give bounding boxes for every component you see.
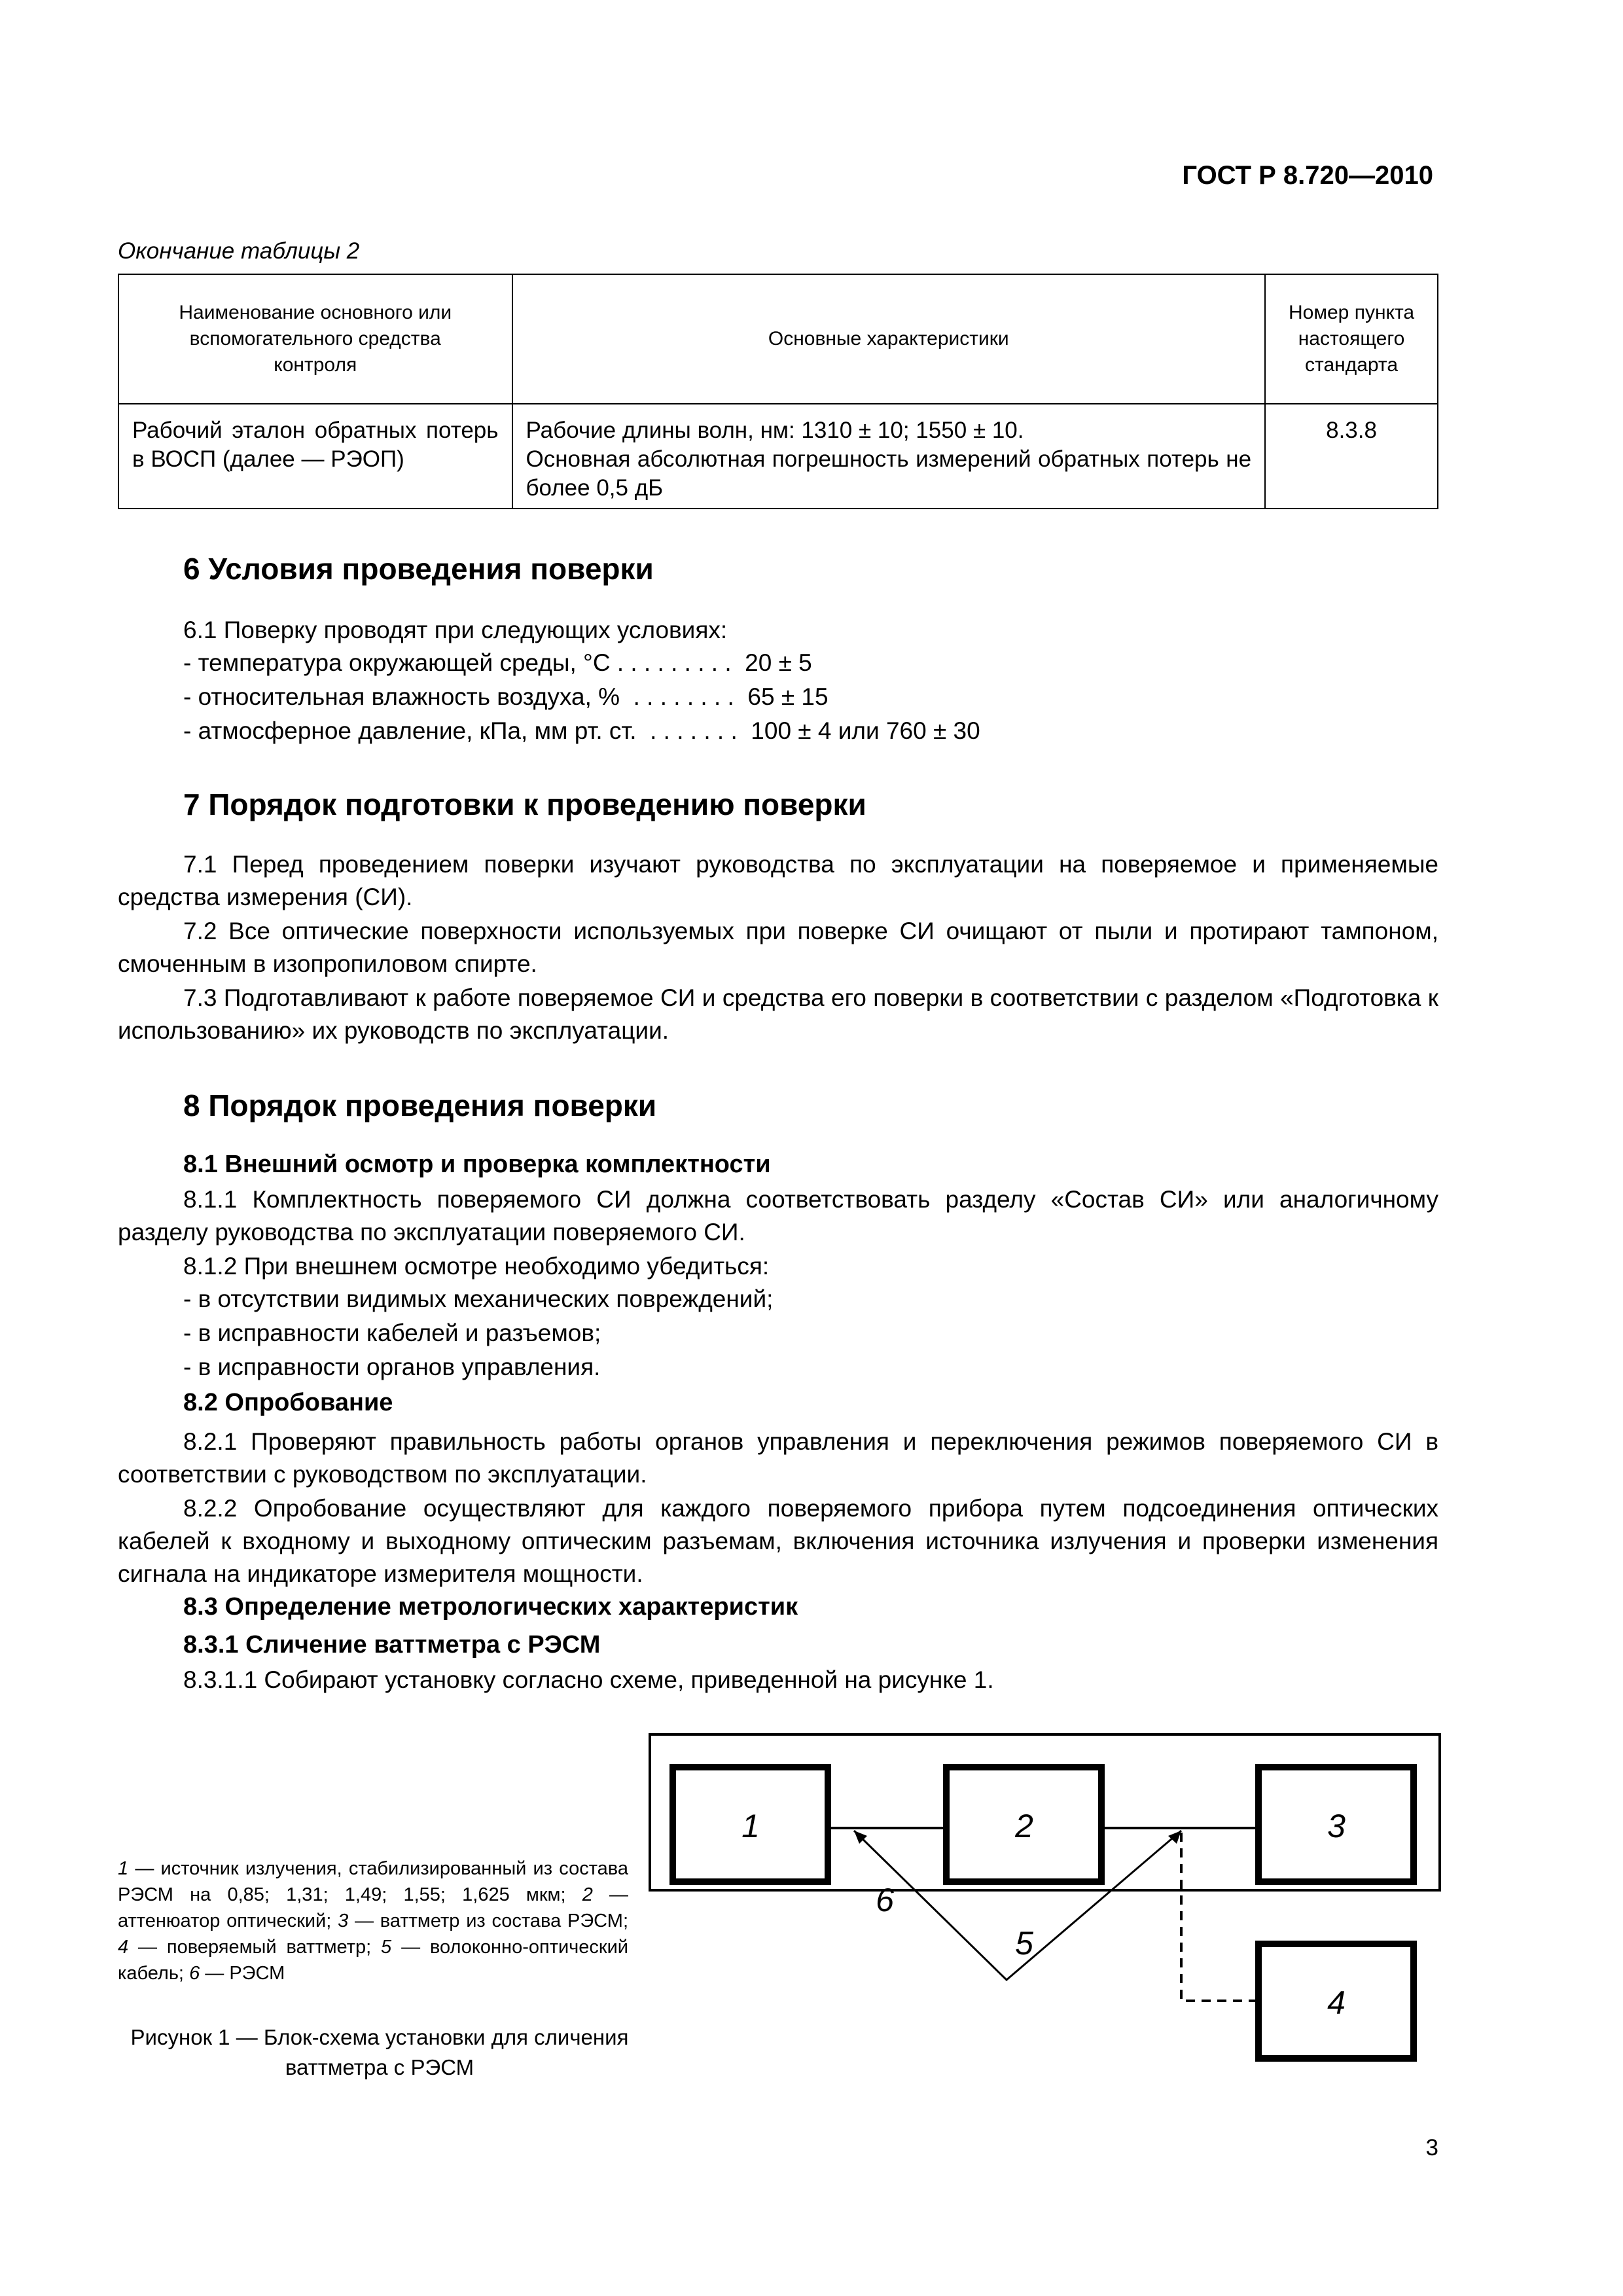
label-2: 2 [1015,1808,1033,1844]
table-caption: Окончание таблицы 2 [118,238,360,264]
paragraph-8-2-1: 8.2.1 Проверяют правильность работы органов управления и переключения режимов поверяемого СИ в соответствии с руководством по эксплуатации. [118,1428,1438,1488]
subsection-8-3-title: 8.3 Определение метрологических характеристик [183,1593,798,1621]
subsection-8-3-1-title: 8.3.1 Сличение ваттметра с РЭСМ [183,1631,601,1659]
check-item-cables: - в исправности кабелей и разъемов; [183,1319,601,1346]
label-1: 1 [741,1808,760,1844]
figure-legend: 1 — источник излучения, стабилизированный из состава РЭСМ на 0,85; 1,31; 1,49; 1,55; 1,625 мкм; 2 — аттенюатор оптический; 3 — ваттметр из состава РЭСМ; 4 — поверяемый ваттметр; 5 — волоконно-оптический кабель; 6 — РЭСМ [118,1858,629,1984]
s6-intro: 6.1 Поверку проводят при следующих условиях: [183,617,728,643]
paragraph-7-2: 7.2 Все оптические поверхности используемых при поверке СИ очищают от пыли и протирают тампоном, смоченным в изопропиловом спирте. [118,918,1438,977]
paragraph-7-1: 7.1 Перед проведением поверки изучают руководства по эксплуатации на поверяемое и применяемые средства измерения (СИ). [118,851,1438,910]
paragraph-8-1-1: 8.1.1 Комплектность поверяемого СИ должна соответствовать разделу «Состав СИ» или аналогичному разделу руководства по эксплуатации поверяемого СИ. [118,1186,1438,1246]
condition-humidity: - относительная влажность воздуха, % . . . . . . . . 65 ± 15 [183,683,829,710]
page-number: 3 [1425,2135,1438,2161]
check-item-damage: - в отсутствии видимых механических повреждений; [183,1285,774,1312]
dashed-connection [1181,1833,1255,2001]
paragraph-8-3-1-1: 8.3.1.1 Собирают установку согласно схеме, приведенной на рисунке 1. [183,1666,994,1693]
label-6: 6 [876,1882,894,1918]
paragraph-8-1-2: 8.1.2 При внешнем осмотре необходимо убедиться: [183,1253,770,1280]
document-id: ГОСТ Р 8.720—2010 [1182,161,1433,190]
check-item-controls: - в исправности органов управления. [183,1354,601,1380]
arrowhead-right [1168,1831,1181,1844]
label-4: 4 [1327,1984,1346,2021]
header-cell-characteristics: Основные характеристики [512,274,1266,404]
header-cell-clause: Номер пункта настоящего стандарта [1265,274,1438,404]
label-5: 5 [1015,1925,1033,1962]
paragraph-7-3: 7.3 Подготавливают к работе поверяемое СИ и средства его поверки в соответствии с разделом «Подготовка к использованию» их руководств по эксплуатации. [118,984,1438,1044]
label-3: 3 [1327,1808,1346,1844]
subsection-8-2-title: 8.2 Опробование [183,1389,393,1416]
cell-clause: 8.3.8 [1265,404,1438,509]
header-cell-name: Наименование основного или вспомогательного средства контроля [118,274,512,404]
section-7-title: 7 Порядок подготовки к проведению поверки [183,787,866,821]
section-8-title: 8 Порядок проведения поверки [183,1088,657,1122]
paragraph-8-2-2: 8.2.2 Опробование осуществляют для каждого поверяемого прибора путем подсоединения оптических кабелей к входному и выходному оптическим разъемам, включения источника излучения и проверки изменения сигнала на индикаторе измерителя мощности. [118,1495,1438,1587]
condition-temperature: - температура окружающей среды, °С . . . . . . . . . 20 ± 5 [183,649,812,676]
condition-pressure: - атмосферное давление, кПа, мм рт. ст. . . . . . . . 100 ± 4 или 760 ± 30 [183,717,980,744]
subsection-8-1-title: 8.1 Внешний осмотр и проверка комплектности [183,1151,771,1178]
cell-name: Рабочий эталон обратных потерь в ВОСП (далее — РЭОП) [118,404,512,509]
cell-characteristics: Рабочие длины волн, нм: 1310 ± 10; 1550 ± 10. Основная абсолютная погрешность измерений обратных потерь не более 0,5 дБ [512,404,1266,509]
figure-caption: Рисунок 1 — Блок-схема установки для сличения ваттметра с РЭСМ [130,2025,629,2079]
section-6-title: 6 Условия проведения поверки [183,552,654,586]
